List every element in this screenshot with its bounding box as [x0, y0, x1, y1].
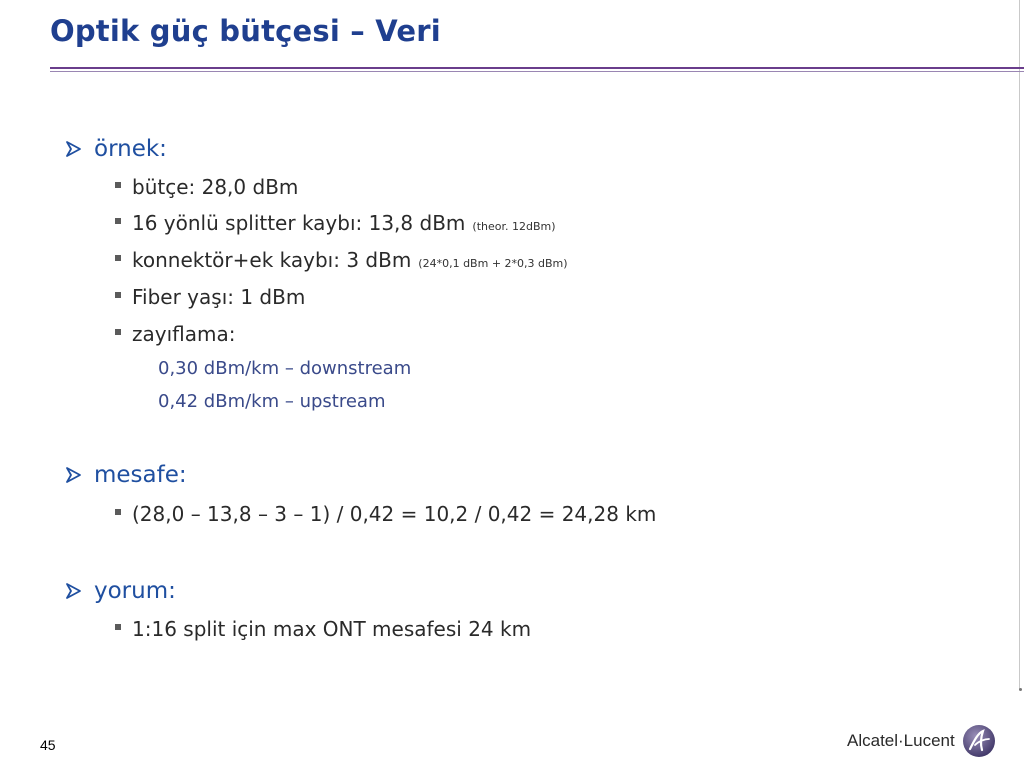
title-divider — [50, 67, 1024, 73]
edge-mark — [1019, 688, 1022, 691]
list-item — [115, 284, 305, 310]
list-item-text: zayıflama: — [132, 322, 236, 346]
section-heading-label: mesafe: — [94, 462, 187, 488]
list-item — [115, 616, 531, 642]
sub-list-item: 0,30 dBm/km – downstream — [158, 357, 412, 379]
list-item-note: (theor. 12dBm) — [472, 219, 556, 233]
list-item-text: Fiber yaşı: 1 dBm — [132, 285, 306, 309]
list-item-text: 16 yönlü splitter kaybı: 13,8 dBm — [132, 211, 466, 235]
section-heading-mesafe — [64, 460, 187, 490]
slide-border — [1019, 0, 1020, 690]
square-bullet-icon — [115, 218, 121, 224]
sub-list-item: 0,42 dBm/km – upstream — [158, 390, 386, 412]
square-bullet-icon — [115, 624, 121, 630]
list-item-text: bütçe: 28,0 dBm — [132, 175, 299, 199]
square-bullet-icon — [115, 329, 121, 335]
list-item-text: konnektör+ek kaybı: 3 dBm — [132, 248, 412, 272]
square-bullet-icon — [115, 255, 121, 261]
arrow-bullet-icon — [64, 139, 84, 159]
section-heading-yorum — [64, 576, 176, 606]
list-item — [115, 174, 298, 200]
company-logo — [847, 722, 997, 760]
list-item — [115, 210, 556, 236]
list-item — [115, 501, 656, 527]
section-heading-label: yorum: — [94, 578, 176, 604]
list-item-text: 1:16 split için max ONT mesafesi 24 km — [132, 617, 532, 641]
alcatel-lucent-logo-icon — [961, 723, 997, 759]
slide-title: Optik güç bütçesi – Veri — [50, 14, 441, 48]
page-number: 45 — [40, 737, 56, 753]
section-heading-label: örnek: — [94, 136, 167, 162]
list-item — [115, 321, 235, 347]
logo-wordmark: Alcatel·Lucent — [847, 731, 955, 750]
arrow-bullet-icon — [64, 465, 84, 485]
square-bullet-icon — [115, 509, 121, 515]
list-item-text: (28,0 – 13,8 – 3 – 1) / 0,42 = 10,2 / 0,42 = 24,28 km — [132, 502, 657, 526]
arrow-bullet-icon — [64, 581, 84, 601]
list-item — [115, 247, 568, 273]
square-bullet-icon — [115, 182, 121, 188]
square-bullet-icon — [115, 292, 121, 298]
section-heading-ornek — [64, 134, 167, 164]
list-item-note: (24*0,1 dBm + 2*0,3 dBm) — [418, 256, 568, 270]
